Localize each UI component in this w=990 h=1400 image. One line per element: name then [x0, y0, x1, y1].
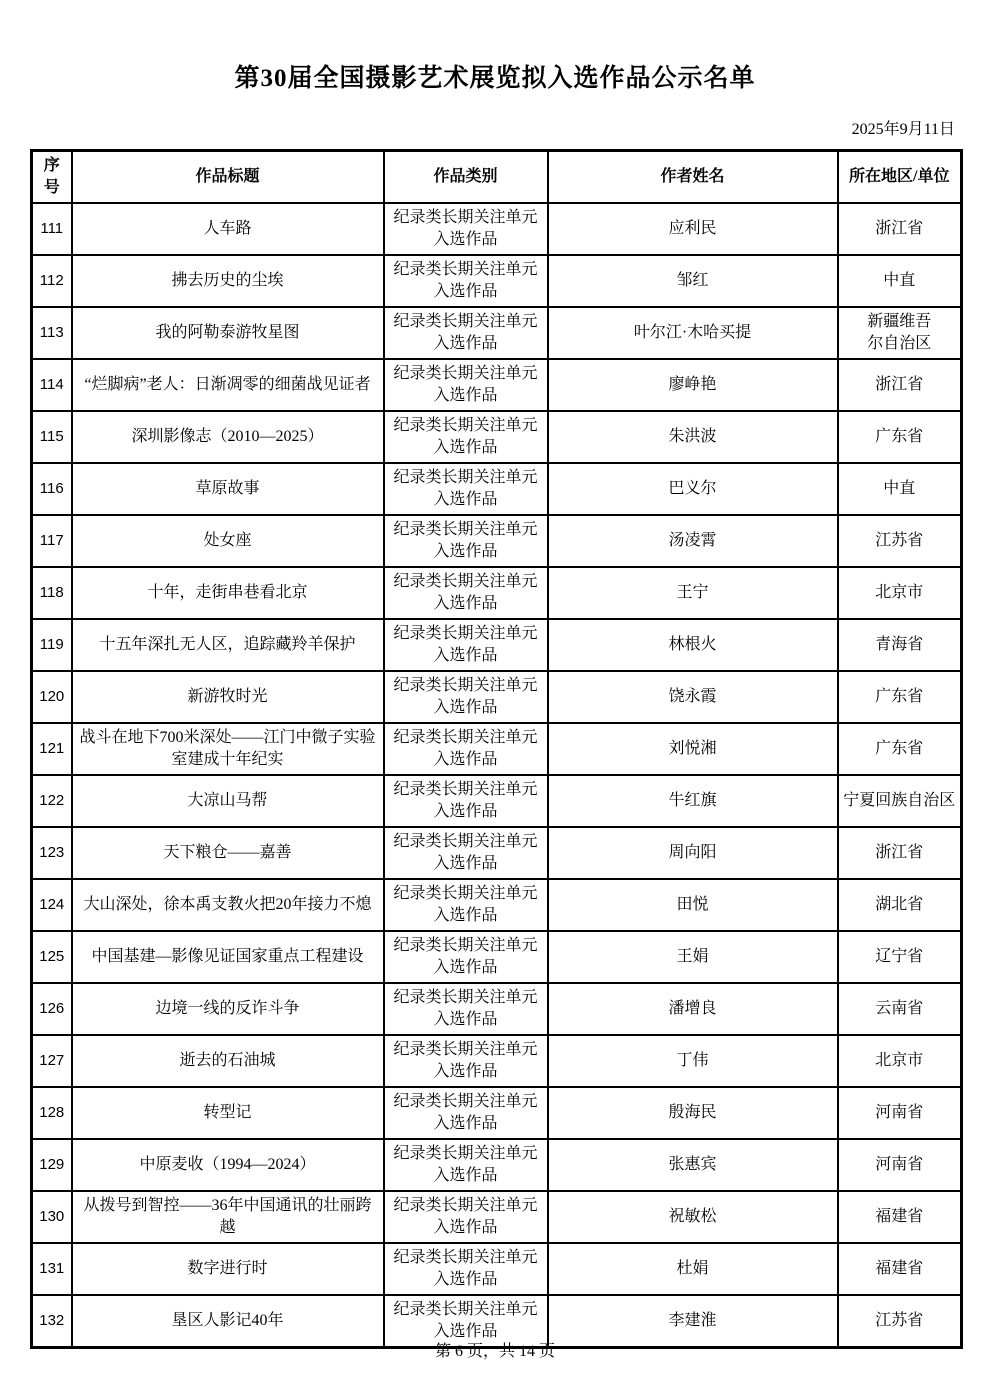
cell-no: 121 — [32, 723, 72, 775]
cell-title: 转型记 — [72, 1087, 384, 1139]
cell-region: 广东省 — [838, 411, 962, 463]
cell-author: 杜娟 — [548, 1243, 838, 1295]
cell-author: 李建淮 — [548, 1295, 838, 1348]
cell-no: 116 — [32, 463, 72, 515]
cell-category: 纪录类长期关注单元入选作品 — [384, 931, 548, 983]
cell-title: 草原故事 — [72, 463, 384, 515]
cell-title: 边境一线的反诈斗争 — [72, 983, 384, 1035]
cell-author: 张惠宾 — [548, 1139, 838, 1191]
cell-title: 中原麦收（1994—2024） — [72, 1139, 384, 1191]
table-row — [32, 1191, 962, 1243]
cell-category: 纪录类长期关注单元入选作品 — [384, 983, 548, 1035]
cell-no: 119 — [32, 619, 72, 671]
table-row — [32, 879, 962, 931]
cell-region: 新疆维吾尔自治区 — [838, 307, 962, 359]
table-row — [32, 723, 962, 775]
table-row — [32, 931, 962, 983]
cell-region: 湖北省 — [838, 879, 962, 931]
cell-no: 111 — [32, 203, 72, 255]
cell-category: 纪录类长期关注单元入选作品 — [384, 567, 548, 619]
cell-category: 纪录类长期关注单元入选作品 — [384, 359, 548, 411]
cell-region: 青海省 — [838, 619, 962, 671]
cell-no: 131 — [32, 1243, 72, 1295]
cell-author: 牛红旗 — [548, 775, 838, 827]
cell-author: 殷海民 — [548, 1087, 838, 1139]
cell-region: 江苏省 — [838, 1295, 962, 1348]
cell-title: 大凉山马帮 — [72, 775, 384, 827]
cell-author: 刘悦湘 — [548, 723, 838, 775]
table-row — [32, 359, 962, 411]
cell-category: 纪录类长期关注单元入选作品 — [384, 1035, 548, 1087]
table-row — [32, 1243, 962, 1295]
table-row — [32, 203, 962, 255]
cell-no: 132 — [32, 1295, 72, 1348]
cell-author: 周向阳 — [548, 827, 838, 879]
cell-category: 纪录类长期关注单元入选作品 — [384, 619, 548, 671]
cell-no: 118 — [32, 567, 72, 619]
cell-no: 126 — [32, 983, 72, 1035]
cell-author: 应利民 — [548, 203, 838, 255]
cell-region: 浙江省 — [838, 203, 962, 255]
cell-category: 纪录类长期关注单元入选作品 — [384, 411, 548, 463]
table-row — [32, 1035, 962, 1087]
table-row — [32, 515, 962, 567]
cell-region: 广东省 — [838, 723, 962, 775]
cell-no: 128 — [32, 1087, 72, 1139]
cell-region: 中直 — [838, 255, 962, 307]
cell-title: 十年，走街串巷看北京 — [72, 567, 384, 619]
cell-no: 113 — [32, 307, 72, 359]
cell-title: 逝去的石油城 — [72, 1035, 384, 1087]
cell-title: 大山深处，徐本禹支教火把20年接力不熄 — [72, 879, 384, 931]
cell-title: 新游牧时光 — [72, 671, 384, 723]
table-row — [32, 983, 962, 1035]
cell-region: 宁夏回族自治区 — [838, 775, 962, 827]
cell-title: 数字进行时 — [72, 1243, 384, 1295]
cell-title: 天下粮仓——嘉善 — [72, 827, 384, 879]
cell-region: 北京市 — [838, 1035, 962, 1087]
cell-region: 江苏省 — [838, 515, 962, 567]
cell-category: 纪录类长期关注单元入选作品 — [384, 827, 548, 879]
cell-author: 朱洪波 — [548, 411, 838, 463]
header-author: 作者姓名 — [548, 151, 838, 204]
cell-region: 北京市 — [838, 567, 962, 619]
table-row — [32, 463, 962, 515]
cell-title: 拂去历史的尘埃 — [72, 255, 384, 307]
publish-date: 2025年9月11日 — [851, 121, 955, 138]
cell-no: 112 — [32, 255, 72, 307]
cell-region: 云南省 — [838, 983, 962, 1035]
cell-title: 处女座 — [72, 515, 384, 567]
cell-title: “烂脚病”老人：日渐凋零的细菌战见证者 — [72, 359, 384, 411]
cell-no: 125 — [32, 931, 72, 983]
page-title: 第30届全国摄影艺术展览拟入选作品公示名单 — [234, 65, 756, 92]
cell-title: 战斗在地下700米深处——江门中微子实验室建成十年纪实 — [72, 723, 384, 775]
cell-no: 130 — [32, 1191, 72, 1243]
cell-title: 人车路 — [72, 203, 384, 255]
cell-author: 王娟 — [548, 931, 838, 983]
cell-region: 河南省 — [838, 1139, 962, 1191]
header-title: 作品标题 — [72, 151, 384, 204]
cell-no: 123 — [32, 827, 72, 879]
cell-author: 田悦 — [548, 879, 838, 931]
table-header-row — [32, 151, 962, 204]
cell-category: 纪录类长期关注单元入选作品 — [384, 1243, 548, 1295]
cell-no: 120 — [32, 671, 72, 723]
cell-author: 祝敏松 — [548, 1191, 838, 1243]
cell-author: 叶尔江·木哈买提 — [548, 307, 838, 359]
cell-region: 福建省 — [838, 1191, 962, 1243]
cell-category: 纪录类长期关注单元入选作品 — [384, 203, 548, 255]
cell-author: 汤凌霄 — [548, 515, 838, 567]
table-row — [32, 775, 962, 827]
cell-category: 纪录类长期关注单元入选作品 — [384, 775, 548, 827]
table-row — [32, 255, 962, 307]
table-row — [32, 619, 962, 671]
cell-category: 纪录类长期关注单元入选作品 — [384, 307, 548, 359]
cell-category: 纪录类长期关注单元入选作品 — [384, 1087, 548, 1139]
cell-region: 河南省 — [838, 1087, 962, 1139]
table-row — [32, 1087, 962, 1139]
cell-author: 廖峥艳 — [548, 359, 838, 411]
cell-no: 114 — [32, 359, 72, 411]
cell-category: 纪录类长期关注单元入选作品 — [384, 463, 548, 515]
cell-region: 中直 — [838, 463, 962, 515]
cell-no: 129 — [32, 1139, 72, 1191]
cell-title: 我的阿勒泰游牧星图 — [72, 307, 384, 359]
header-region: 所在地区/单位 — [838, 151, 962, 204]
cell-title: 垦区人影记40年 — [72, 1295, 384, 1348]
cell-title: 中国基建—影像见证国家重点工程建设 — [72, 931, 384, 983]
cell-category: 纪录类长期关注单元入选作品 — [384, 879, 548, 931]
header-category: 作品类别 — [384, 151, 548, 204]
cell-author: 巴义尔 — [548, 463, 838, 515]
cell-no: 122 — [32, 775, 72, 827]
cell-region: 浙江省 — [838, 827, 962, 879]
cell-author: 王宁 — [548, 567, 838, 619]
cell-author: 林根火 — [548, 619, 838, 671]
cell-no: 115 — [32, 411, 72, 463]
table-row — [32, 671, 962, 723]
works-table — [30, 149, 963, 1349]
table-body — [32, 203, 962, 1348]
cell-category: 纪录类长期关注单元入选作品 — [384, 1295, 548, 1348]
table-row — [32, 1139, 962, 1191]
cell-category: 纪录类长期关注单元入选作品 — [384, 1191, 548, 1243]
cell-no: 117 — [32, 515, 72, 567]
cell-author: 饶永霞 — [548, 671, 838, 723]
cell-category: 纪录类长期关注单元入选作品 — [384, 723, 548, 775]
cell-category: 纪录类长期关注单元入选作品 — [384, 255, 548, 307]
cell-category: 纪录类长期关注单元入选作品 — [384, 671, 548, 723]
cell-category: 纪录类长期关注单元入选作品 — [384, 1139, 548, 1191]
cell-category: 纪录类长期关注单元入选作品 — [384, 515, 548, 567]
table-row — [32, 307, 962, 359]
cell-region: 福建省 — [838, 1243, 962, 1295]
cell-region: 浙江省 — [838, 359, 962, 411]
cell-no: 127 — [32, 1035, 72, 1087]
cell-title: 从拨号到智控——36年中国通讯的壮丽跨越 — [72, 1191, 384, 1243]
cell-title: 深圳影像志（2010—2025） — [72, 411, 384, 463]
cell-no: 124 — [32, 879, 72, 931]
cell-title: 十五年深扎无人区，追踪藏羚羊保护 — [72, 619, 384, 671]
table-row — [32, 411, 962, 463]
cell-author: 丁伟 — [548, 1035, 838, 1087]
cell-author: 潘增良 — [548, 983, 838, 1035]
cell-author: 邹红 — [548, 255, 838, 307]
header-no: 序号 — [32, 151, 72, 204]
cell-region: 广东省 — [838, 671, 962, 723]
cell-region: 辽宁省 — [838, 931, 962, 983]
page-number: 第 6 页，共 14 页 — [434, 1343, 555, 1360]
table-row — [32, 827, 962, 879]
table-row — [32, 567, 962, 619]
